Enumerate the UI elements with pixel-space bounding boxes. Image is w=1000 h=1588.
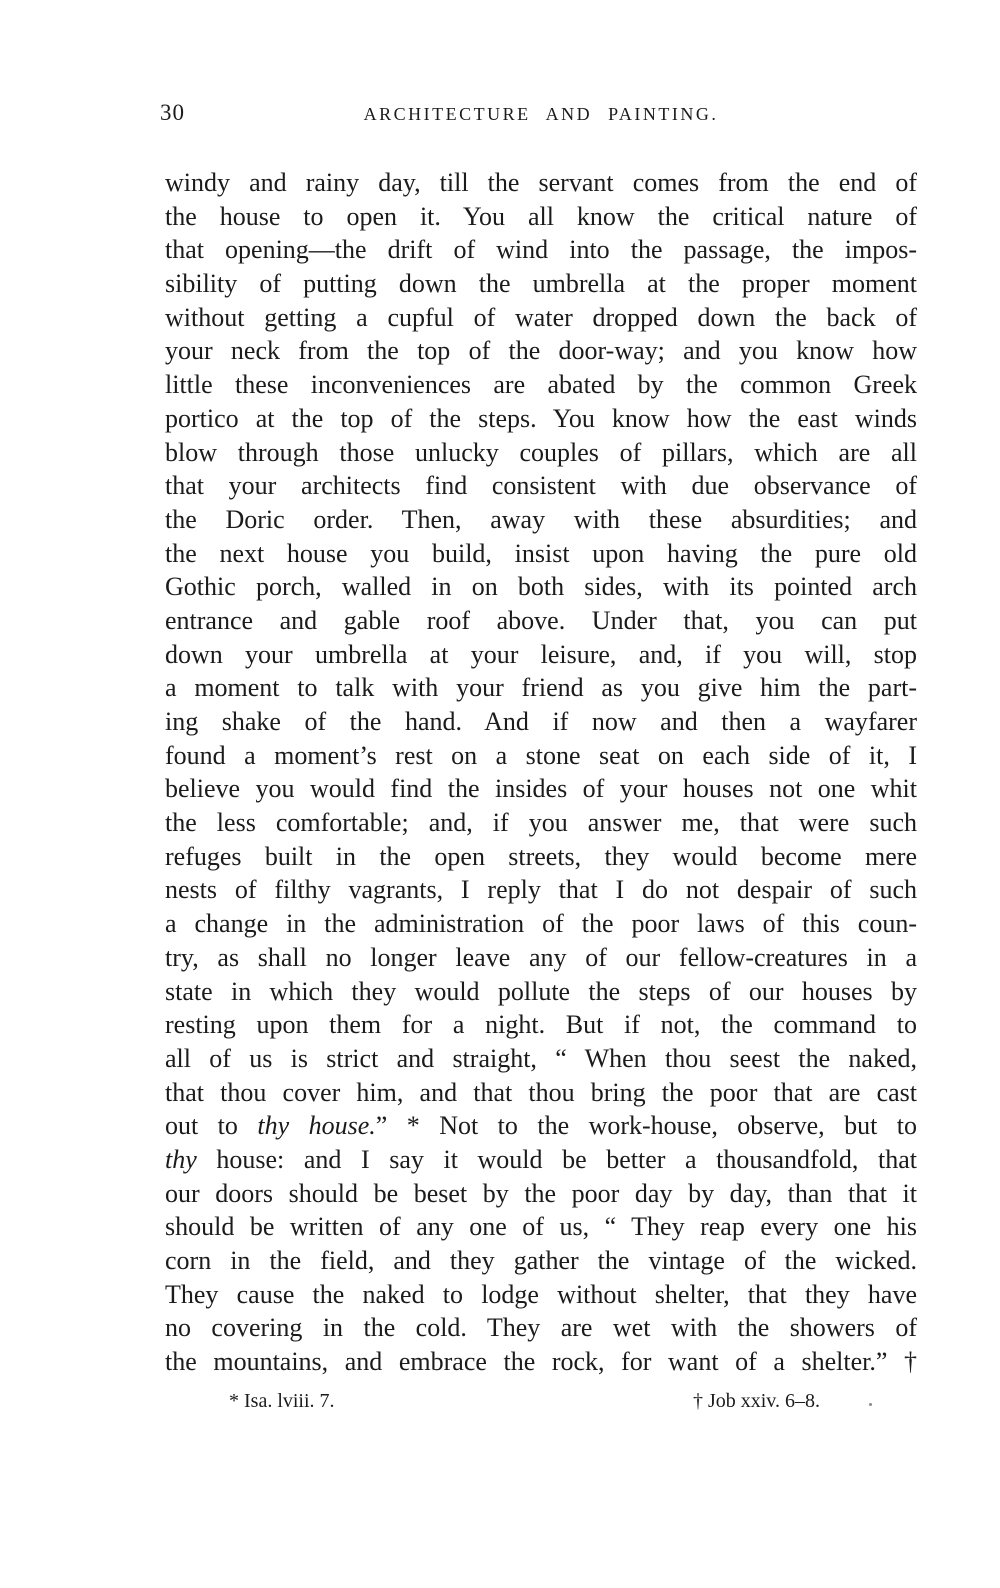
text-line: that your architects find consistent with due observance of [165, 471, 917, 501]
text-line: a moment to talk with your friend as you give him the part- [165, 673, 917, 703]
text-line: nests of filthy vagrants, I reply that I do not despair of such [165, 875, 917, 905]
text-line: ing shake of the hand. And if now and then a wayfarer [165, 707, 917, 736]
text-line: sibility of putting down the umbrella at the proper moment [165, 269, 917, 299]
text-line: try, as shall no longer leave any of our fellow-creatures in a [165, 942, 917, 972]
footnotes [165, 1388, 917, 1414]
text-line: refuges built in the open streets, they would become mere [165, 841, 917, 871]
text-line: out to thy house.” * Not to the work-house, observe, but to [165, 1111, 918, 1141]
text-line: corn in the field, and they gather the vintage of the wicked. [165, 1246, 917, 1275]
text-line: without getting a cupful of water dropped down the back of [165, 302, 917, 332]
text-line: state in which they would pollute the steps of our houses by [165, 976, 917, 1006]
footnote-job: † Job xxiv. 6–8. [692, 1390, 820, 1412]
text-line: all of us is strict and straight, “ When thou seest the naked, [165, 1043, 917, 1073]
text-line: entrance and gable roof above. Under that, you can put [165, 605, 917, 635]
running-header-title: ARCHITECTURE AND PAINTING. [363, 104, 719, 124]
text-line: thy house: and I say it would be better a thousandfold, that [165, 1144, 917, 1174]
footnote-isaiah: * Isa. lviii. 7. [229, 1390, 335, 1412]
text-line: little these inconveniences are abated by the common Greek [165, 370, 917, 400]
text-line: Gothic porch, walled in on both sides, with its pointed arch [165, 572, 917, 602]
page-number: 30 [160, 100, 185, 125]
text-line: found a moment’s rest on a stone seat on each side of it, I [165, 740, 917, 770]
text-line: should be written of any one of us, “ They reap every one his [165, 1212, 917, 1242]
text-line: a change in the administration of the poor laws of this coun- [165, 909, 917, 939]
text-line: that thou cover him, and that thou bring the poor that are cast [165, 1077, 917, 1107]
text-line: portico at the top of the steps. You know how the east winds [165, 403, 917, 433]
text-line: the mountains, and embrace the rock, for want of a shelter.” † [165, 1347, 917, 1377]
text-line: windy and rainy day, till the servant comes from the end of [165, 168, 917, 197]
text-line: our doors should be beset by the poor day by day, than that it [165, 1178, 917, 1208]
text-line: that opening—the drift of wind into the passage, the impos- [165, 235, 917, 265]
text-line: your neck from the top of the door-way; and you know how [165, 336, 917, 366]
text-line: no covering in the cold. They are wet with the showers of [165, 1313, 917, 1343]
text-line: They cause the naked to lodge without shelter, that they have [165, 1279, 917, 1309]
text-line: the house to open it. You all know the critical nature of [165, 201, 917, 231]
text-line: the less comfortable; and, if you answer me, that were such [165, 808, 917, 838]
text-line: believe you would find the insides of your houses not one whit [165, 774, 917, 804]
text-line: down your umbrella at your leisure, and, if you will, stop [165, 639, 917, 669]
text-line: blow through those unlucky couples of pillars, which are all [165, 437, 917, 467]
text-line: the next house you build, insist upon having the pure old [165, 538, 917, 568]
text-line: the Doric order. Then, away with these absurdities; and [165, 504, 917, 534]
page-body-text [165, 166, 917, 1379]
running-head [160, 98, 917, 132]
scan-speck-dot [869, 1403, 872, 1406]
text-line: resting upon them for a night. But if not, the command to [165, 1010, 917, 1040]
